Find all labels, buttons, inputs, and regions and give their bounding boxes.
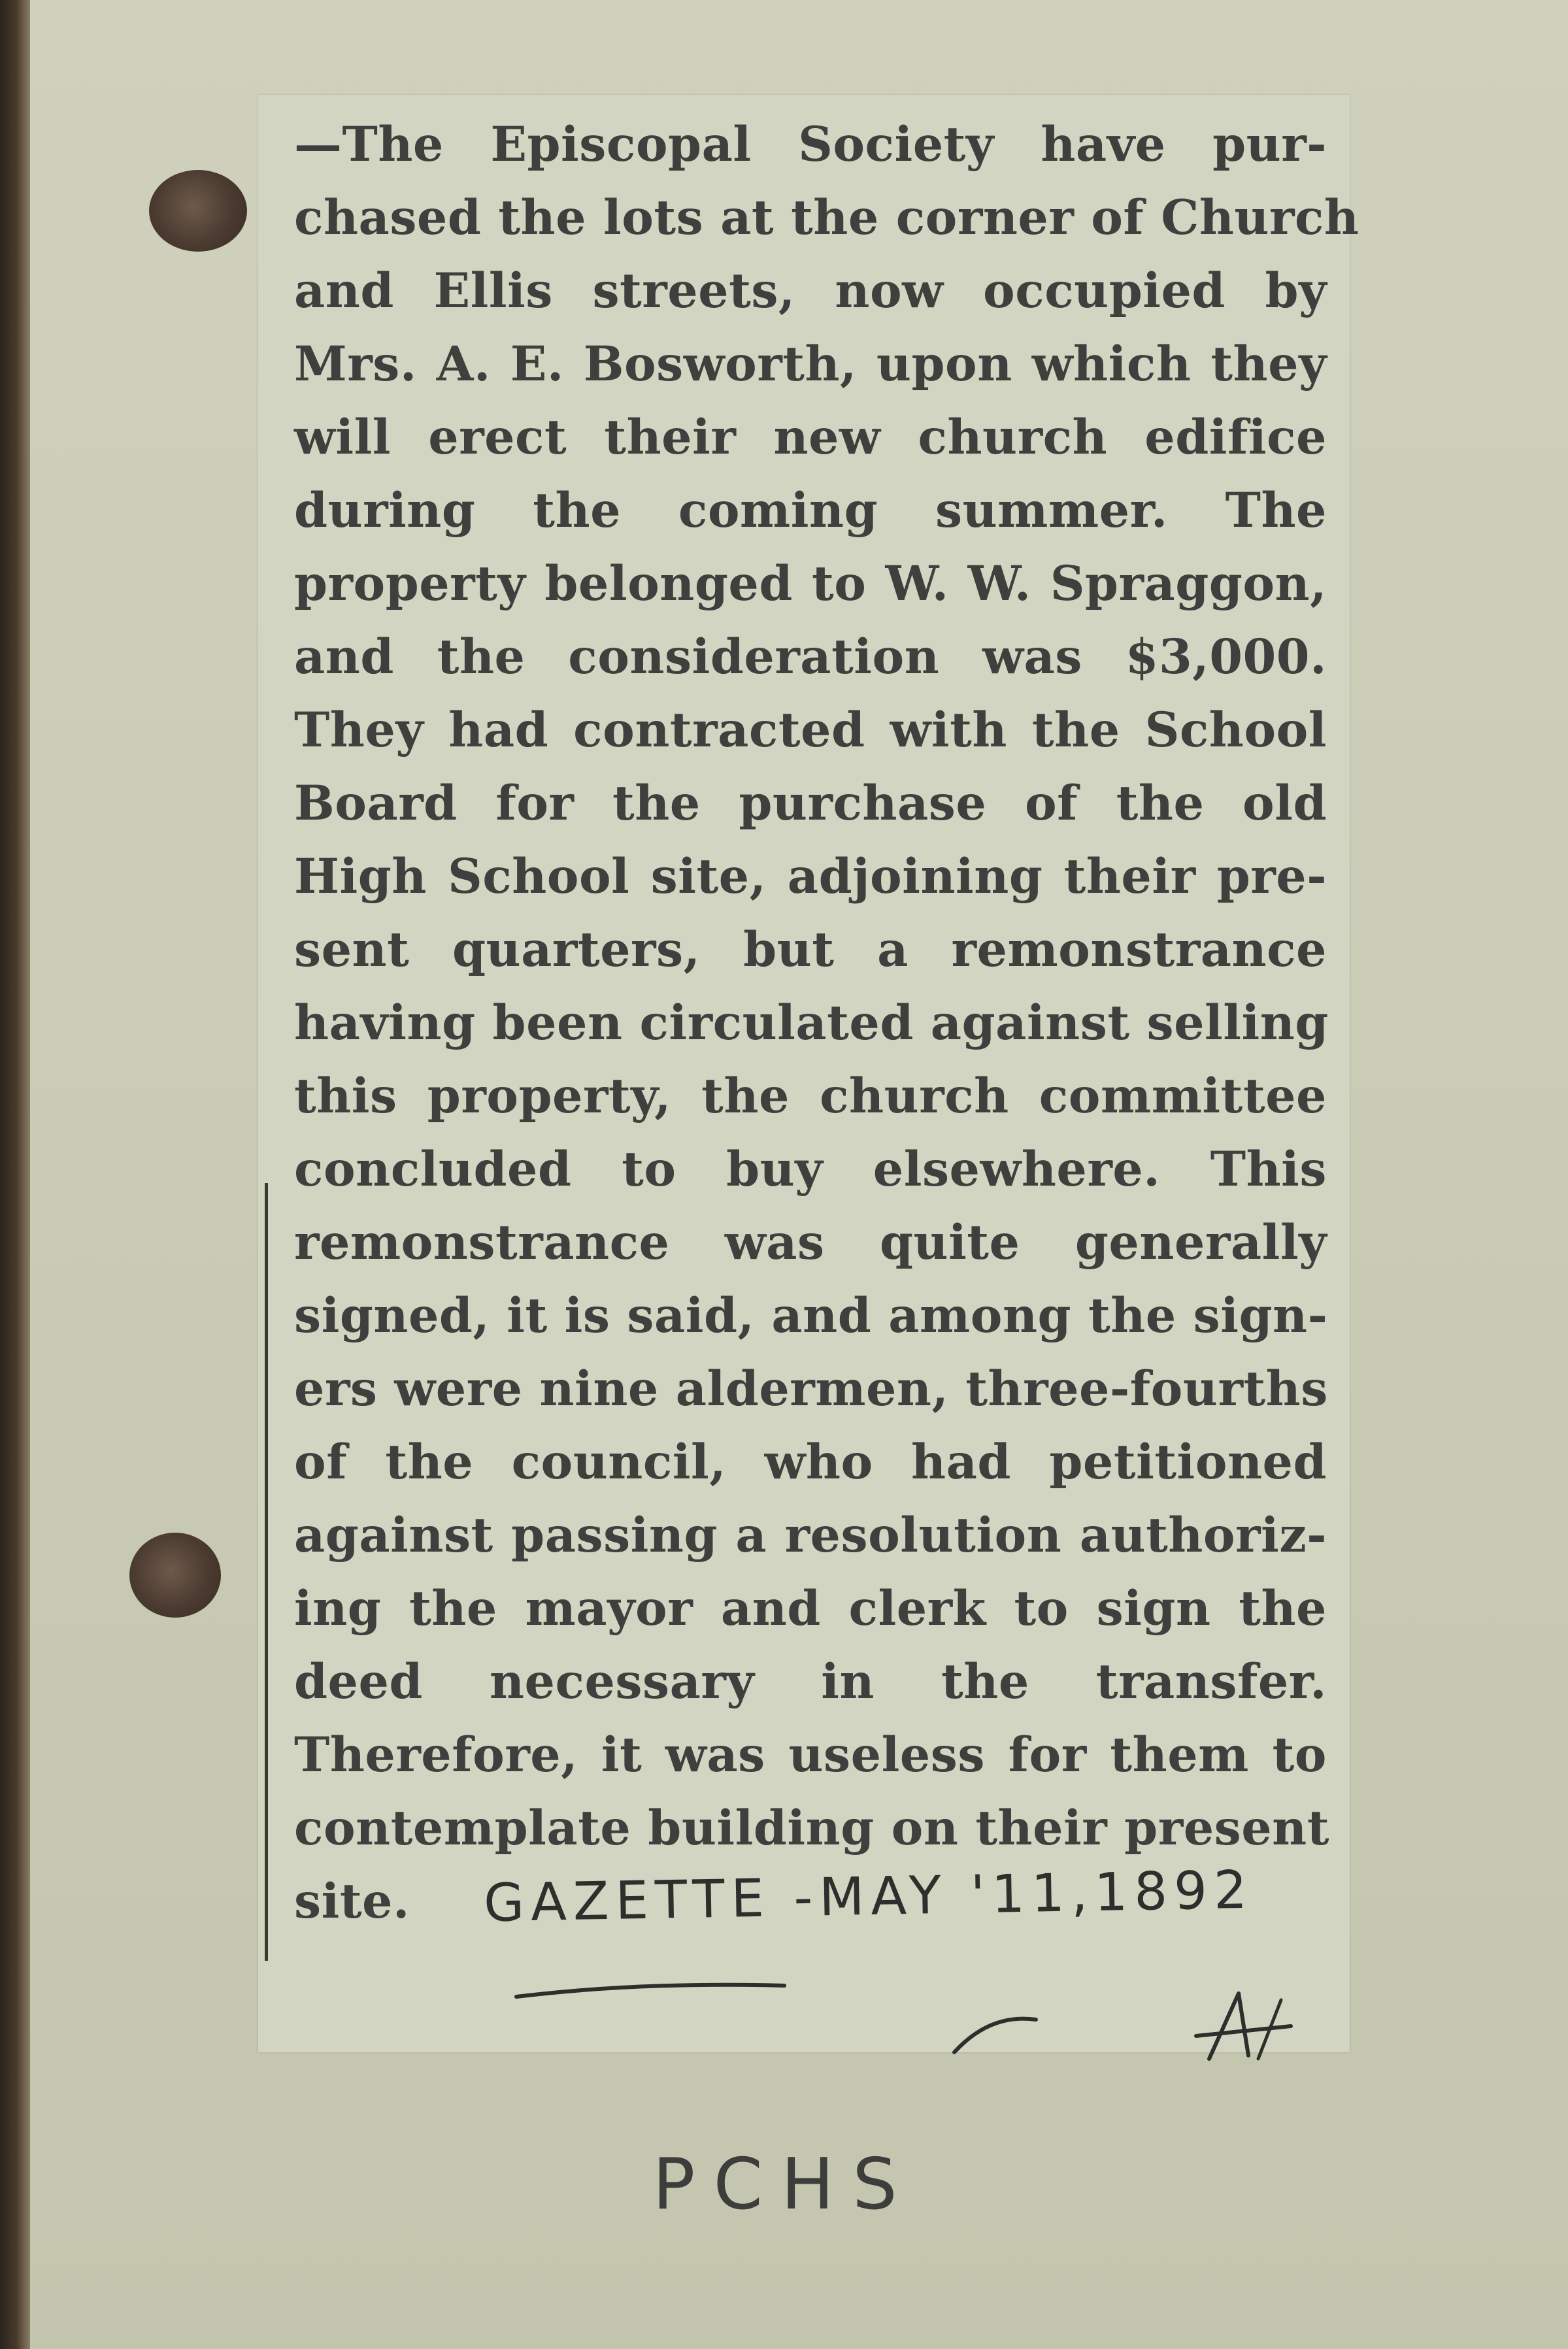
- article-line: sent quarters, but a remonstrance: [294, 922, 1327, 978]
- article-line: Mrs. A. E. Bosworth, upon which they: [294, 336, 1327, 392]
- article-line: chased the lots at the corner of Church: [294, 190, 1359, 246]
- article-line: of the council, who had petitioned: [294, 1434, 1327, 1490]
- clipping-column-rule: [265, 1183, 268, 1961]
- article-line: remonstrance was quite generally: [294, 1214, 1327, 1271]
- article-line: site.: [294, 1873, 410, 1929]
- article-line: will erect their new church edifice: [294, 409, 1327, 465]
- article-line: and Ellis streets, now occupied by: [294, 263, 1327, 319]
- punch-hole-bottom: [129, 1533, 221, 1618]
- article-line: signed, it is said, and among the sign-: [294, 1288, 1328, 1344]
- article-line: They had contracted with the School: [294, 702, 1327, 758]
- punch-hole-top: [149, 170, 247, 252]
- article-line: ing the mayor and clerk to sign the: [294, 1580, 1327, 1637]
- article-line: Board for the purchase of the old: [294, 775, 1327, 831]
- pchs-watermark: PCHS: [652, 2144, 916, 2225]
- article-line: against passing a resolution authoriz-: [294, 1507, 1327, 1563]
- article-line: Therefore, it was useless for them to: [294, 1727, 1327, 1783]
- article-line: ers were nine aldermen, three-fourths: [294, 1361, 1328, 1417]
- article-line: contemplate building on their present: [294, 1800, 1329, 1856]
- article-line: —The Episcopal Society have pur-: [294, 116, 1327, 173]
- article-line: during the coming summer. The: [294, 482, 1327, 539]
- article-line: this property, the church committee: [294, 1068, 1327, 1124]
- article-line: having been circulated against selling: [294, 995, 1329, 1051]
- article-line: concluded to buy elsewhere. This: [294, 1141, 1327, 1197]
- handwritten-initials-mark: [951, 1974, 1317, 2065]
- handwritten-source-note: GAZETTE -MAY '11,1892: [483, 1859, 1254, 1934]
- handwritten-underline: [0, 1974, 1568, 2013]
- article-line: property belonged to W. W. Spraggon,: [294, 556, 1327, 612]
- article-text: [294, 108, 1359, 1938]
- article-line: deed necessary in the transfer.: [294, 1654, 1327, 1710]
- article-line: High School site, adjoining their pre-: [294, 848, 1327, 905]
- article-line: and the consideration was $3,000.: [294, 629, 1327, 685]
